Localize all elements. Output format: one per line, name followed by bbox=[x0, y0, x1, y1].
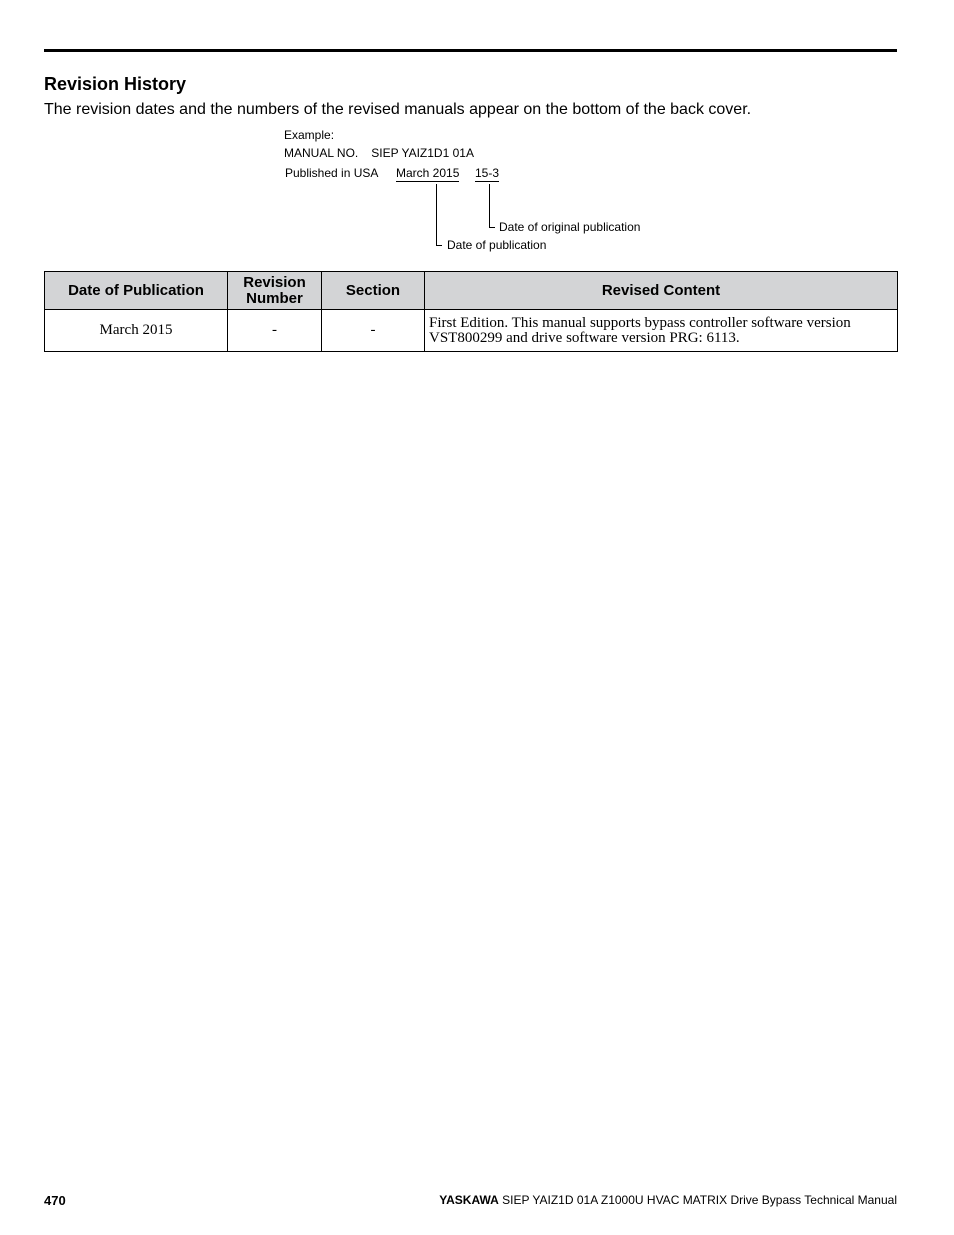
header-date: Date of Publication bbox=[45, 272, 228, 310]
callout-line-publication bbox=[436, 184, 437, 245]
intro-text: The revision dates and the numbers of the revised manuals appear on the bottom of the back cover. bbox=[44, 101, 752, 118]
footer-brand: YASKAWA bbox=[439, 1193, 499, 1207]
page-number: 470 bbox=[44, 1193, 66, 1208]
table-header-row bbox=[45, 272, 898, 310]
header-section: Section bbox=[322, 272, 425, 310]
manual-number: SIEP YAIZ1D1 01A bbox=[371, 146, 474, 160]
header-revision bbox=[228, 272, 322, 310]
top-rule bbox=[44, 49, 897, 52]
header-content: Revised Content bbox=[425, 272, 898, 310]
header-revision-line1: Revision bbox=[243, 273, 306, 291]
revision-table bbox=[44, 271, 898, 352]
cell-date: March 2015 bbox=[45, 310, 228, 352]
cell-content: First Edition. This manual supports bypass controller software version VST800299 and drive software version PRG: 6113. bbox=[425, 310, 898, 352]
callout-original-label: Date of original publication bbox=[499, 220, 641, 234]
callout-line-original bbox=[489, 184, 490, 227]
page-title: Revision History bbox=[44, 74, 187, 94]
table-row bbox=[45, 310, 898, 352]
cell-section: - bbox=[322, 310, 425, 352]
original-code: 15-3 bbox=[475, 166, 500, 180]
footer-manual-name: SIEP YAIZ1D 01A Z1000U HVAC MATRIX Drive Bypass Technical Manual bbox=[502, 1193, 897, 1207]
example-label: Example: bbox=[284, 128, 335, 142]
cell-revision: - bbox=[228, 310, 322, 352]
callout-publication-label: Date of publication bbox=[447, 238, 547, 252]
published-text: Published in USA bbox=[285, 166, 379, 180]
callout-tick-publication bbox=[436, 245, 442, 246]
header-revision-line2: Number bbox=[246, 289, 303, 307]
example-manual-line bbox=[284, 146, 474, 160]
callout-tick-original bbox=[489, 227, 495, 228]
footer-manual-title bbox=[439, 1193, 897, 1207]
publication-date: March 2015 bbox=[396, 166, 460, 180]
manual-label: MANUAL NO. bbox=[284, 146, 359, 160]
